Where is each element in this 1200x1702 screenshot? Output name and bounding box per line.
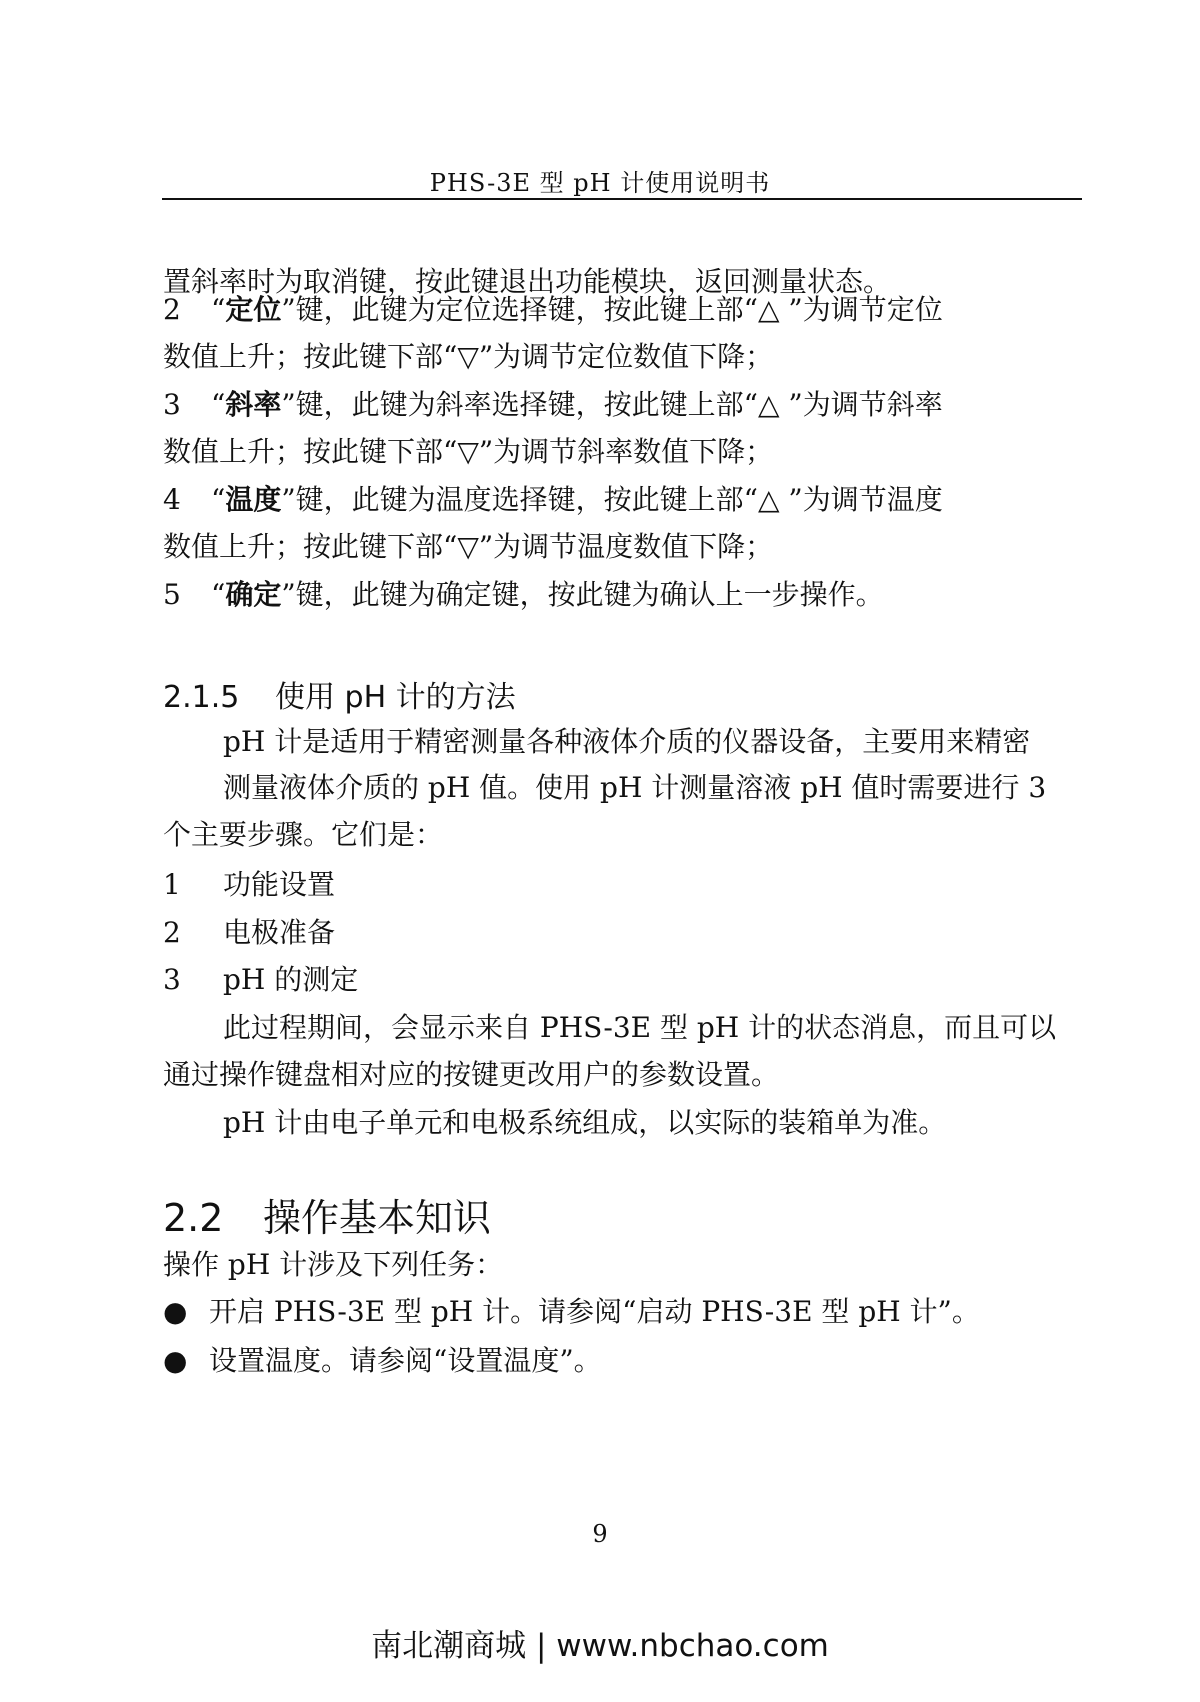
step-text: 功能设置	[223, 868, 336, 901]
key-item-4	[163, 480, 943, 520]
key-description: ”键，此键为确定键，按此键为确认上一步操作。	[281, 578, 884, 611]
header-rule	[162, 198, 1082, 200]
bullet-item	[163, 1341, 602, 1381]
key-item-4-cont: 数值上升；按此键下部“▽”为调节温度数值下降；	[163, 530, 774, 563]
section-22-intro: 操作 pH 计涉及下列任务：	[163, 1248, 504, 1281]
step-item	[163, 960, 358, 1000]
key-description: ”键，此键为温度选择键，按此键上部“△ ”为调节温度	[281, 483, 943, 516]
section-number: 2.1.5	[163, 680, 240, 715]
paragraph-1-line-1: pH 计是适用于精密测量各种液体介质的仪器设备，主要用来精密	[223, 725, 1031, 758]
paragraph-1-line-3: 个主要步骤。它们是：	[163, 818, 444, 851]
step-item	[163, 913, 335, 953]
step-text: 电极准备	[223, 916, 336, 949]
bullet-icon: ●	[163, 1344, 188, 1377]
bullet-text: 开启 PHS-3E 型 pH 计。请参阅“启动 PHS-3E 型 pH 计”。	[209, 1295, 980, 1328]
bullet-icon: ●	[163, 1295, 188, 1328]
key-item-5	[163, 575, 884, 615]
step-item	[163, 865, 335, 905]
quote-open: “	[211, 578, 226, 611]
quote-open: “	[211, 293, 226, 326]
key-item-3	[163, 385, 943, 425]
key-item-number: 3	[163, 388, 181, 421]
intro-line: 置斜率时为取消键，按此键退出功能模块，返回测量状态。	[163, 265, 892, 298]
page-number: 9	[592, 1520, 608, 1548]
key-item-3-cont: 数值上升；按此键下部“▽”为调节斜率数值下降；	[163, 435, 774, 468]
step-number: 2	[163, 916, 181, 949]
paragraph-1-line-2: 测量液体介质的 pH 值。使用 pH 计测量溶液 pH 值时需要进行 3	[223, 771, 1047, 804]
paragraph-2-line-1: 此过程期间，会显示来自 PHS-3E 型 pH 计的状态消息，而且可以	[223, 1011, 1057, 1044]
page-header-title: PHS-3E 型 pH 计使用说明书	[429, 169, 771, 197]
step-number: 3	[163, 963, 181, 996]
key-name: 斜率	[225, 388, 282, 421]
key-item-2-cont: 数值上升；按此键下部“▽”为调节定位数值下降；	[163, 340, 774, 373]
section-number: 2.2	[163, 1196, 224, 1240]
key-description: ”键，此键为斜率选择键，按此键上部“△ ”为调节斜率	[281, 388, 943, 421]
section-title: 使用 pH 计的方法	[275, 680, 516, 715]
key-item-number: 4	[163, 483, 181, 516]
section-heading-22	[163, 1187, 491, 1242]
step-text: pH 的测定	[223, 963, 359, 996]
section-heading-215	[163, 672, 516, 716]
quote-open: “	[211, 388, 226, 421]
key-name: 定位	[225, 293, 282, 326]
bullet-text: 设置温度。请参阅“设置温度”。	[209, 1344, 602, 1377]
key-description: ”键，此键为定位选择键，按此键上部“△ ”为调节定位	[281, 293, 943, 326]
step-number: 1	[163, 868, 181, 901]
key-item-2	[163, 290, 943, 330]
key-item-number: 5	[163, 578, 181, 611]
paragraph-2-line-2: 通过操作键盘相对应的按键更改用户的参数设置。	[163, 1058, 780, 1091]
bullet-item	[163, 1292, 980, 1332]
section-title: 操作基本知识	[263, 1196, 492, 1240]
paragraph-3: pH 计由电子单元和电极系统组成，以实际的装箱单为准。	[223, 1106, 947, 1139]
quote-open: “	[211, 483, 226, 516]
site-watermark: 南北潮商城 | www.nbchao.com	[371, 1628, 829, 1664]
key-name: 确定	[225, 578, 282, 611]
key-name: 温度	[225, 483, 282, 516]
key-item-number: 2	[163, 293, 181, 326]
